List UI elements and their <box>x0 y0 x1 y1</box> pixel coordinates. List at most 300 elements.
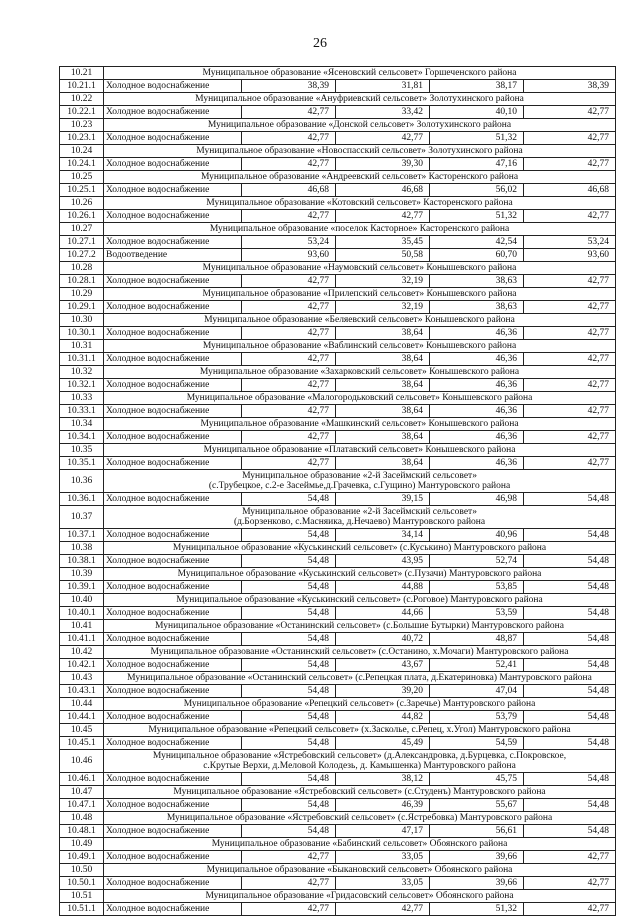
value-cell: 38,64 <box>336 405 430 418</box>
value-cell: 42,77 <box>524 327 616 340</box>
section-title-line: Муниципальное образование «2-й Засеймский сельсовет» <box>242 471 477 481</box>
value-cell: 42,77 <box>242 379 336 392</box>
table-row <box>60 379 616 392</box>
value-cell: 44,82 <box>336 711 430 724</box>
value-cell: 56,02 <box>430 184 524 197</box>
section-header-row <box>60 750 616 773</box>
value-cell: 42,54 <box>430 236 524 249</box>
service-name: Холодное водоснабжение <box>104 825 242 838</box>
table-row <box>60 903 616 916</box>
section-number: 10.45 <box>60 724 104 737</box>
value-cell: 54,48 <box>242 633 336 646</box>
value-cell: 54,48 <box>242 799 336 812</box>
row-number: 10.32.1 <box>60 379 104 392</box>
row-number: 10.38.1 <box>60 555 104 568</box>
value-cell: 42,77 <box>524 353 616 366</box>
row-number: 10.42.1 <box>60 659 104 672</box>
row-number: 10.44.1 <box>60 711 104 724</box>
section-number: 10.38 <box>60 542 104 555</box>
value-cell: 60,70 <box>430 249 524 262</box>
value-cell: 38,39 <box>242 80 336 93</box>
section-number: 10.50 <box>60 864 104 877</box>
section-number: 10.40 <box>60 594 104 607</box>
service-name: Холодное водоснабжение <box>104 210 242 223</box>
value-cell: 38,39 <box>524 80 616 93</box>
value-cell: 42,77 <box>524 431 616 444</box>
value-cell: 38,64 <box>336 431 430 444</box>
value-cell: 31,81 <box>336 80 430 93</box>
value-cell: 53,59 <box>430 607 524 620</box>
row-number: 10.51.1 <box>60 903 104 916</box>
value-cell: 54,48 <box>242 711 336 724</box>
table-row <box>60 851 616 864</box>
value-cell: 43,67 <box>336 659 430 672</box>
row-number: 10.22.1 <box>60 106 104 119</box>
value-cell: 38,64 <box>336 457 430 470</box>
value-cell: 42,77 <box>524 903 616 916</box>
table-row <box>60 210 616 223</box>
section-number: 10.36 <box>60 470 104 493</box>
section-header-row <box>60 698 616 711</box>
value-cell: 44,66 <box>336 607 430 620</box>
value-cell: 42,77 <box>242 353 336 366</box>
value-cell: 46,68 <box>524 184 616 197</box>
row-number: 10.36.1 <box>60 493 104 506</box>
value-cell: 42,77 <box>524 132 616 145</box>
section-number: 10.46 <box>60 750 104 773</box>
section-title <box>104 506 616 529</box>
row-number: 10.25.1 <box>60 184 104 197</box>
section-title: Муниципальное образование «Куськинский сельсовет» (с.Роговое) Мантуровского района <box>104 594 616 607</box>
section-title: Муниципальное образование «Машкинский сельсовет» Конышевского района <box>104 418 616 431</box>
table-row <box>60 275 616 288</box>
value-cell: 48,87 <box>430 633 524 646</box>
table-row <box>60 457 616 470</box>
section-title-line: Муниципальное образование «Ястребовский сельсовет» (д.Александровка, д.Бурцевка, с.Покровское, <box>152 751 567 761</box>
value-cell: 46,68 <box>242 184 336 197</box>
value-cell: 54,48 <box>242 555 336 568</box>
service-name: Холодное водоснабжение <box>104 607 242 620</box>
value-cell: 46,39 <box>336 799 430 812</box>
value-cell: 38,63 <box>430 275 524 288</box>
value-cell: 42,77 <box>242 158 336 171</box>
row-number: 10.27.2 <box>60 249 104 262</box>
section-title <box>104 470 616 493</box>
value-cell: 42,77 <box>242 132 336 145</box>
value-cell: 54,48 <box>242 581 336 594</box>
section-number: 10.48 <box>60 812 104 825</box>
value-cell: 52,74 <box>430 555 524 568</box>
service-name: Холодное водоснабжение <box>104 903 242 916</box>
section-title: Муниципальное образование «Донской сельсовет» Золотухинского района <box>104 119 616 132</box>
row-number: 10.27.1 <box>60 236 104 249</box>
section-number: 10.51 <box>60 890 104 903</box>
section-number: 10.44 <box>60 698 104 711</box>
value-cell: 54,48 <box>242 659 336 672</box>
section-number: 10.26 <box>60 197 104 210</box>
value-cell: 40,96 <box>430 529 524 542</box>
row-number: 10.50.1 <box>60 877 104 890</box>
value-cell: 50,58 <box>336 249 430 262</box>
service-name: Холодное водоснабжение <box>104 799 242 812</box>
value-cell: 46,36 <box>430 405 524 418</box>
table-row <box>60 825 616 838</box>
value-cell: 54,48 <box>524 685 616 698</box>
section-title: Муниципальное образование «Беляевский сельсовет» Конышевского района <box>104 314 616 327</box>
section-header-row <box>60 620 616 633</box>
value-cell: 53,24 <box>242 236 336 249</box>
section-header-row <box>60 838 616 851</box>
value-cell: 53,79 <box>430 711 524 724</box>
value-cell: 51,32 <box>430 210 524 223</box>
value-cell: 42,77 <box>242 851 336 864</box>
service-name: Холодное водоснабжение <box>104 275 242 288</box>
section-number: 10.42 <box>60 646 104 659</box>
section-title: Муниципальное образование «Прилепский сельсовет» Конышевского района <box>104 288 616 301</box>
value-cell: 56,61 <box>430 825 524 838</box>
section-title: Муниципальное образование «Ясеновский сельсовет» Горшеченского района <box>104 67 616 80</box>
value-cell: 54,48 <box>524 529 616 542</box>
value-cell: 42,77 <box>524 210 616 223</box>
tariff-table-wrapper <box>59 66 615 916</box>
section-header-row <box>60 470 616 493</box>
section-header-row <box>60 288 616 301</box>
value-cell: 38,17 <box>430 80 524 93</box>
section-header-row <box>60 568 616 581</box>
table-row <box>60 493 616 506</box>
value-cell: 38,12 <box>336 773 430 786</box>
table-row <box>60 80 616 93</box>
table-row <box>60 431 616 444</box>
value-cell: 54,48 <box>524 607 616 620</box>
value-cell: 47,17 <box>336 825 430 838</box>
section-title-line: (д.Борзенково, с.Масняика, д.Нечаево) Мантуровского района <box>233 517 486 527</box>
section-header-row <box>60 197 616 210</box>
table-row <box>60 249 616 262</box>
row-number: 10.35.1 <box>60 457 104 470</box>
section-header-row <box>60 67 616 80</box>
value-cell: 54,48 <box>524 633 616 646</box>
value-cell: 54,48 <box>524 711 616 724</box>
row-number: 10.41.1 <box>60 633 104 646</box>
section-header-row <box>60 366 616 379</box>
section-header-row <box>60 119 616 132</box>
value-cell: 42,77 <box>336 132 430 145</box>
row-number: 10.21.1 <box>60 80 104 93</box>
value-cell: 42,77 <box>242 327 336 340</box>
section-header-row <box>60 594 616 607</box>
value-cell: 38,64 <box>336 327 430 340</box>
table-row <box>60 353 616 366</box>
value-cell: 42,77 <box>524 877 616 890</box>
value-cell: 39,30 <box>336 158 430 171</box>
value-cell: 53,85 <box>430 581 524 594</box>
section-number: 10.21 <box>60 67 104 80</box>
table-row <box>60 773 616 786</box>
value-cell: 46,36 <box>430 327 524 340</box>
value-cell: 42,77 <box>242 301 336 314</box>
value-cell: 54,48 <box>524 555 616 568</box>
value-cell: 54,48 <box>242 685 336 698</box>
section-number: 10.23 <box>60 119 104 132</box>
section-title: Муниципальное образование «Куськинский сельсовет» (с.Куськино) Мантуровского района <box>104 542 616 555</box>
row-number: 10.23.1 <box>60 132 104 145</box>
table-row <box>60 236 616 249</box>
section-header-row <box>60 171 616 184</box>
row-number: 10.45.1 <box>60 737 104 750</box>
value-cell: 45,75 <box>430 773 524 786</box>
value-cell: 46,36 <box>430 457 524 470</box>
section-number: 10.28 <box>60 262 104 275</box>
value-cell: 42,77 <box>242 405 336 418</box>
value-cell: 54,48 <box>524 659 616 672</box>
section-title-line: с.Крутые Верхи, д.Меловой Колодезь, д. Камышенка) Мантуровского района <box>203 761 516 771</box>
service-name: Холодное водоснабжение <box>104 327 242 340</box>
section-title: Муниципальное образование «Куськинский сельсовет» (с.Пузачи) Мантуровского района <box>104 568 616 581</box>
value-cell: 39,15 <box>336 493 430 506</box>
row-number: 10.47.1 <box>60 799 104 812</box>
section-header-row <box>60 93 616 106</box>
section-header-row <box>60 340 616 353</box>
value-cell: 32,19 <box>336 301 430 314</box>
section-title-line: Муниципальное образование «2-й Засеймский сельсовет» <box>242 507 477 517</box>
value-cell: 42,77 <box>524 379 616 392</box>
section-title: Муниципальное образование «Ануфриевский сельсовет» Золотухинского района <box>104 93 616 106</box>
section-number: 10.34 <box>60 418 104 431</box>
value-cell: 42,77 <box>242 106 336 119</box>
section-title: Муниципальное образование «Останинский сельсовет» (с.Останино, х.Мочаги) Мантуровского района <box>104 646 616 659</box>
service-name: Холодное водоснабжение <box>104 353 242 366</box>
value-cell: 34,14 <box>336 529 430 542</box>
section-header-row <box>60 262 616 275</box>
value-cell: 54,59 <box>430 737 524 750</box>
value-cell: 38,64 <box>336 379 430 392</box>
row-number: 10.26.1 <box>60 210 104 223</box>
table-row <box>60 555 616 568</box>
service-name: Водоотведение <box>104 249 242 262</box>
section-number: 10.32 <box>60 366 104 379</box>
value-cell: 54,48 <box>524 799 616 812</box>
value-cell: 39,66 <box>430 877 524 890</box>
section-title: Муниципальное образование «Репецкий сельсовет» (х.Засколье, с.Репец, х.Угол) Мантуровского района <box>104 724 616 737</box>
service-name: Холодное водоснабжение <box>104 685 242 698</box>
section-header-row <box>60 724 616 737</box>
table-row <box>60 327 616 340</box>
table-row <box>60 405 616 418</box>
service-name: Холодное водоснабжение <box>104 405 242 418</box>
section-header-row <box>60 392 616 405</box>
row-number: 10.40.1 <box>60 607 104 620</box>
section-title: Муниципальное образование «Ястребовский сельсовет» (с.Студенъ) Мантуровского района <box>104 786 616 799</box>
section-header-row <box>60 786 616 799</box>
section-title: Муниципальное образование «Бабинский сельсовет» Обоянского района <box>104 838 616 851</box>
value-cell: 38,64 <box>336 353 430 366</box>
value-cell: 39,20 <box>336 685 430 698</box>
table-row <box>60 581 616 594</box>
table-row <box>60 529 616 542</box>
section-header-row <box>60 646 616 659</box>
value-cell: 47,16 <box>430 158 524 171</box>
section-number: 10.25 <box>60 171 104 184</box>
value-cell: 93,60 <box>242 249 336 262</box>
value-cell: 46,36 <box>430 353 524 366</box>
value-cell: 35,45 <box>336 236 430 249</box>
section-header-row <box>60 506 616 529</box>
row-number: 10.46.1 <box>60 773 104 786</box>
value-cell: 42,77 <box>242 877 336 890</box>
service-name: Холодное водоснабжение <box>104 236 242 249</box>
value-cell: 46,68 <box>336 184 430 197</box>
row-number: 10.48.1 <box>60 825 104 838</box>
value-cell: 46,36 <box>430 379 524 392</box>
tariff-table-body <box>60 67 616 916</box>
section-header-row <box>60 812 616 825</box>
section-number: 10.33 <box>60 392 104 405</box>
section-header-row <box>60 444 616 457</box>
service-name: Холодное водоснабжение <box>104 158 242 171</box>
section-header-row <box>60 314 616 327</box>
service-name: Холодное водоснабжение <box>104 773 242 786</box>
section-title: Муниципальное образование «Котовский сельсовет» Касторенского района <box>104 197 616 210</box>
value-cell: 54,48 <box>524 737 616 750</box>
value-cell: 42,77 <box>242 903 336 916</box>
value-cell: 54,48 <box>242 529 336 542</box>
section-number: 10.37 <box>60 506 104 529</box>
value-cell: 42,77 <box>524 457 616 470</box>
value-cell: 53,24 <box>524 236 616 249</box>
value-cell: 38,63 <box>430 301 524 314</box>
value-cell: 33,42 <box>336 106 430 119</box>
service-name: Холодное водоснабжение <box>104 851 242 864</box>
value-cell: 42,77 <box>242 431 336 444</box>
section-number: 10.22 <box>60 93 104 106</box>
section-number: 10.47 <box>60 786 104 799</box>
value-cell: 40,72 <box>336 633 430 646</box>
section-title: Муниципальное образование «Репецкий сельсовет» (с.Заречье) Мантуровского района <box>104 698 616 711</box>
value-cell: 93,60 <box>524 249 616 262</box>
service-name: Холодное водоснабжение <box>104 493 242 506</box>
table-row <box>60 106 616 119</box>
service-name: Холодное водоснабжение <box>104 457 242 470</box>
service-name: Холодное водоснабжение <box>104 711 242 724</box>
value-cell: 42,77 <box>524 158 616 171</box>
table-row <box>60 685 616 698</box>
value-cell: 42,77 <box>336 210 430 223</box>
table-row <box>60 301 616 314</box>
row-number: 10.31.1 <box>60 353 104 366</box>
section-number: 10.41 <box>60 620 104 633</box>
value-cell: 51,32 <box>430 903 524 916</box>
value-cell: 42,77 <box>242 210 336 223</box>
service-name: Холодное водоснабжение <box>104 132 242 145</box>
section-title-line: (с.Трубецкое, с.2-е Засеймье,д.Грачевка, с.Гущино) Мантуровского района <box>208 481 511 491</box>
section-number: 10.35 <box>60 444 104 457</box>
section-number: 10.39 <box>60 568 104 581</box>
section-header-row <box>60 542 616 555</box>
value-cell: 42,77 <box>524 851 616 864</box>
value-cell: 39,66 <box>430 851 524 864</box>
value-cell: 33,05 <box>336 877 430 890</box>
service-name: Холодное водоснабжение <box>104 581 242 594</box>
table-row <box>60 737 616 750</box>
service-name: Холодное водоснабжение <box>104 106 242 119</box>
value-cell: 47,04 <box>430 685 524 698</box>
table-row <box>60 158 616 171</box>
value-cell: 42,77 <box>242 457 336 470</box>
value-cell: 33,05 <box>336 851 430 864</box>
value-cell: 45,49 <box>336 737 430 750</box>
row-number: 10.33.1 <box>60 405 104 418</box>
service-name: Холодное водоснабжение <box>104 431 242 444</box>
section-title <box>104 750 616 773</box>
section-title: Муниципальное образование «Платавский сельсовет» Конышевского района <box>104 444 616 457</box>
value-cell: 54,48 <box>524 825 616 838</box>
section-number: 10.27 <box>60 223 104 236</box>
row-number: 10.34.1 <box>60 431 104 444</box>
value-cell: 54,48 <box>242 773 336 786</box>
section-number: 10.43 <box>60 672 104 685</box>
value-cell: 42,77 <box>524 275 616 288</box>
service-name: Холодное водоснабжение <box>104 633 242 646</box>
section-number: 10.29 <box>60 288 104 301</box>
value-cell: 54,48 <box>524 773 616 786</box>
value-cell: 46,98 <box>430 493 524 506</box>
table-row <box>60 799 616 812</box>
value-cell: 51,32 <box>430 132 524 145</box>
table-row <box>60 659 616 672</box>
value-cell: 44,88 <box>336 581 430 594</box>
service-name: Холодное водоснабжение <box>104 80 242 93</box>
section-number: 10.31 <box>60 340 104 353</box>
section-title: Муниципальное образование «Новоспасский сельсовет» Золотухинского района <box>104 145 616 158</box>
value-cell: 54,48 <box>242 607 336 620</box>
row-number: 10.39.1 <box>60 581 104 594</box>
service-name: Холодное водоснабжение <box>104 659 242 672</box>
value-cell: 54,48 <box>242 737 336 750</box>
section-title: Муниципальное образование «Малогородьковский сельсовет» Конышевского района <box>104 392 616 405</box>
section-title: Муниципальное образование «Ваблинский сельсовет» Конышевского района <box>104 340 616 353</box>
section-title: Муниципальное образование «Гридасовский сельсовет» Обоянского района <box>104 890 616 903</box>
row-number: 10.24.1 <box>60 158 104 171</box>
service-name: Холодное водоснабжение <box>104 737 242 750</box>
service-name: Холодное водоснабжение <box>104 555 242 568</box>
section-title: Муниципальное образование «Ястребовский сельсовет» (с.Ястребовка) Мантуровского района <box>104 812 616 825</box>
section-header-row <box>60 145 616 158</box>
value-cell: 54,48 <box>242 493 336 506</box>
section-number: 10.30 <box>60 314 104 327</box>
value-cell: 40,10 <box>430 106 524 119</box>
section-header-row <box>60 223 616 236</box>
value-cell: 32,19 <box>336 275 430 288</box>
service-name: Холодное водоснабжение <box>104 301 242 314</box>
section-header-row <box>60 672 616 685</box>
row-number: 10.28.1 <box>60 275 104 288</box>
value-cell: 54,48 <box>242 825 336 838</box>
section-number: 10.49 <box>60 838 104 851</box>
section-title: Муниципальное образование «Захарковский сельсовет» Конышевского района <box>104 366 616 379</box>
section-header-row <box>60 890 616 903</box>
value-cell: 52,41 <box>430 659 524 672</box>
table-row <box>60 184 616 197</box>
table-row <box>60 132 616 145</box>
row-number: 10.43.1 <box>60 685 104 698</box>
value-cell: 55,67 <box>430 799 524 812</box>
table-row <box>60 877 616 890</box>
service-name: Холодное водоснабжение <box>104 529 242 542</box>
service-name: Холодное водоснабжение <box>104 379 242 392</box>
service-name: Холодное водоснабжение <box>104 184 242 197</box>
section-number: 10.24 <box>60 145 104 158</box>
